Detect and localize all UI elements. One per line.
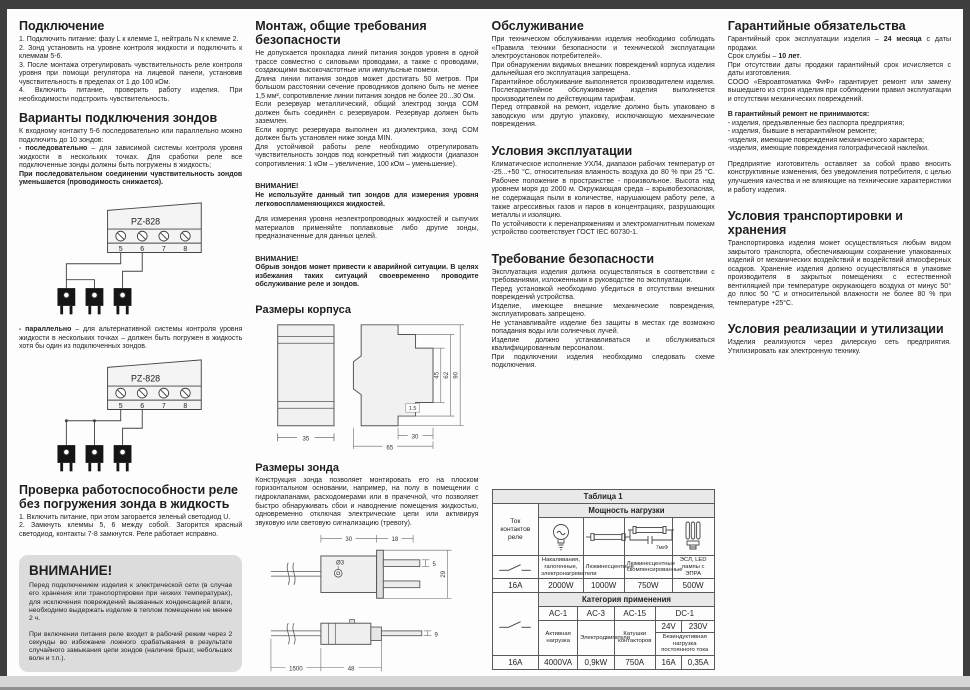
service-life: 10 лет (778, 53, 800, 61)
section-relay-check (19, 483, 242, 540)
relay-label: PZ-828 (130, 216, 160, 227)
paragraph: Предприятие изготовитель оставляет за собой право вносить конструктивные изменения, без уведомления потребителя, с целью улучшения качества и не влияющие на технические характеристики и работу изделия. (727, 160, 951, 194)
paragraph: Длина линии питания зондов может достигать 50 метров. При большом расстоянии сечение проводников должно быть не менее 1,5 мм², сопротивление линии питания зондов не более 20...30 Ом. (255, 75, 479, 100)
svg-text:6: 6 (139, 246, 144, 254)
parallel-wiring-diagram (19, 355, 242, 479)
attention-box (19, 555, 242, 672)
section-title: Подключение (19, 19, 105, 33)
parallel-wires (66, 409, 142, 445)
probe-icon (113, 445, 131, 471)
contact-current: 16A (492, 656, 539, 670)
power-header: Мощность нагрузки (539, 504, 715, 518)
case-side-profile (353, 325, 433, 426)
table-1-category (492, 592, 715, 670)
category-value: 750A (614, 656, 655, 670)
dim-45: 45 (433, 371, 441, 379)
category-value: 0,9kW (578, 656, 615, 670)
paragraph: Гарантийное обслуживание выполняется производителем изделия. Послегарантийное обслуживание изделия выполняется производителем по действующим тарифам. (491, 78, 715, 103)
attention-title: ВНИМАНИЕ! (255, 183, 299, 191)
probe-icon (85, 445, 103, 471)
dim-29: 29 (440, 570, 447, 578)
cell-incandescent (539, 518, 583, 556)
cell-fluorescent (583, 518, 624, 556)
capacitor-label: 7мкФ (655, 544, 668, 551)
page-bottom-edge (0, 676, 970, 690)
paragraph: 1. Подключить питание: фазу L к клемме 1, нейтраль N к клемме 2. (19, 36, 239, 43)
contact-current: 16A (492, 579, 539, 593)
fluorescent-tube-icon (586, 530, 630, 544)
load-label: Люминесцентные (583, 556, 624, 579)
series-wiring-diagram (19, 198, 242, 322)
svg-text:8: 8 (183, 246, 187, 254)
paragraph: Транспортировка изделия может осуществляться любым видом закрытого транспорта, обеспечивающим сохранение упакованных изделий от механических воздействий и воздействий атмосферных осадков. Хранение изделия должно осуществляться в упаковке производителя в закрытых помещениях с естественной вентиляцией при температуре окружающего воздуха от минус 50° до плюс 50 °С и относительной влажности не более 80 % при температуре +25°С. (727, 240, 951, 307)
dim-1500: 1500 (289, 666, 303, 673)
cell-contact-symbol (492, 556, 539, 579)
probe-dimensions-diagram (255, 531, 478, 677)
attention-title: ВНИМАНИЕ! (255, 255, 299, 263)
category-label: Электродвигатели (578, 621, 615, 656)
case-dimensions-diagram (255, 319, 478, 451)
dc-voltage: 24V (655, 621, 682, 633)
paragraph: - последовательно – для зависимой системы контроля уровня жидкости в нескольких точках. Для сработки реле все подключенные зонды должны быть погружены в жидкость; (19, 145, 243, 170)
pz828-parallel-diagram (42, 355, 220, 479)
probe-icon (85, 288, 103, 314)
dim-18: 18 (391, 537, 399, 544)
section-connection (19, 19, 242, 104)
table-1-wrap (492, 489, 715, 670)
section-title: Условия реализации и утилизации (727, 322, 944, 337)
list-item: -изделия, имеющие повреждения голографической наклейки. (727, 145, 929, 153)
paragraph: СООО «Евроавтоматика ФиФ» гарантирует ремонт или замену вышедшего из строя изделия при соблюдении правил эксплуатации и отсутствии механических повреждений. (727, 78, 951, 103)
section-title: Гарантийные обязательства (727, 19, 906, 33)
probes (57, 288, 131, 314)
relay-contact-icon (498, 561, 532, 574)
paragraph: При обнаружении видимых внешних повреждений корпуса изделия дальнейшая его эксплуатация запрещена. (491, 61, 715, 78)
paragraph: Перед отправкой на ремонт, изделие должно быть упаковано в заводскую или другую упаковку, исключающую механические повреждения. (491, 104, 715, 129)
section-safety-requirements (492, 252, 715, 371)
category-value: 16A (655, 656, 682, 670)
section-title: Условия эксплуатации (491, 143, 633, 158)
parallel-term: - параллельно (19, 325, 72, 333)
paragraph: 3. После монтажа отрегулировать чувствительность реле контроля уровня при помощи регулятора на лицевой панели, установив чувствительность в пределах от 1 до 100 кОм. (19, 61, 243, 86)
section-title: Обслуживание (491, 19, 584, 33)
svg-text:6: 6 (139, 402, 144, 410)
list-item: - изделия, предъявленные без паспорта предприятия; (727, 119, 905, 127)
paragraph: При техническом обслуживании изделия необходимо соблюдать «Правила техники безопасности и технической эксплуатации электроустановок потребителей». (491, 36, 715, 61)
category-value: 4000VA (539, 656, 578, 670)
load-label: Люминесцентные скомпенсированные (624, 556, 672, 579)
svg-text:7: 7 (161, 246, 166, 254)
dim-5: 5 (432, 562, 436, 569)
paragraph: К входному контакту 5-6 последовательно или параллельно можно подключить до 10 зондов: (19, 128, 243, 144)
paragraph: Конструкция зонда позволяет монтировать его на плоском горизонтальном основании, например, на полу в помещении с гидроклапанами, расходомерами или в прачечной, что позволяет быстро обнаруживать сбои и наводнение помещения жидкостью, одновременно отключая электрические цепи или активируя звуковую или световую сигнализацию (тревогу). (255, 476, 479, 527)
section-title: Условия транспортировки и хранения (727, 209, 903, 238)
attention-title: ВНИМАНИЕ! (29, 563, 113, 579)
section-case-dimensions (255, 304, 478, 455)
dim-30: 30 (345, 537, 352, 544)
paragraph: Если резервуар металлический, общий электрод зонда COM должен быть соединён с резервуаром. Резервуар должен быть заземлен. (255, 101, 479, 126)
section-warranty (728, 19, 951, 195)
load-label: Накаливания, галогенные, электронагреватели (539, 556, 583, 579)
paragraph: Изделия реализуются через дилерскую сеть предприятия. Утилизировать как электронную технику. (727, 339, 951, 355)
list-item: - изделия, бывшие в негарантийном ремонте; (727, 128, 877, 136)
cell-fluorescent-compensated (624, 518, 672, 556)
paragraph: 2. Зонд установить на уровне контроля жидкости и подключить к клеммам 5-6. (19, 44, 243, 61)
dim-48: 48 (347, 666, 355, 673)
svg-text:8: 8 (183, 402, 187, 410)
paragraph: При отсутствии даты продажи гарантийный срок исчисляется с даты изготовления. (727, 61, 951, 78)
category: AC-1 (539, 607, 578, 621)
paragraph: Изделие должно устанавливаться и обслуживаться квалифицированным персоналом. (491, 336, 715, 353)
paragraph: Эксплуатация изделия должна осуществляться в соответствии с требованиями, изложенными в руководстве по эксплуатации. (491, 268, 715, 285)
section-service (492, 19, 715, 130)
category-header: Категория применения (539, 593, 715, 607)
dim-65: 65 (386, 444, 394, 451)
dim-9: 9 (434, 632, 438, 639)
paragraph: Если корпус резервуара выполнен из диэлектрика, зонд COM должен быть установлен ниже зонда MIN. (255, 126, 479, 143)
table-1-power (492, 489, 715, 593)
dim-front-width: 35 (302, 435, 310, 443)
cell-esl-led (672, 518, 714, 556)
paragraph: 2. Замкнуть клеммы 5, 6 между собой. Загорится красный светодиод, контакты 7-8 замкнутся. Реле работает исправно. (19, 522, 243, 538)
manual-page (7, 9, 963, 676)
section-title: Размеры корпуса (255, 303, 351, 316)
dc-voltage: 230V (682, 621, 714, 633)
relay-label: PZ-828 (130, 372, 160, 383)
paragraph: Для устойчивой работы реле необходимо отрегулировать чувствительность зондов под конкретный тип жидкости (диапазон сопротивления: 1 кОм – увеличение, 100 кОм – уменьшение). (255, 143, 479, 168)
paragraph: Для измерения уровня неэлектропроводных жидкостей и сыпучих материалов применяйте поплавковые либо другие зонды, предназначенные для данных целей. (255, 216, 479, 241)
paragraph: Изделие, имеющее внешние механические повреждения, эксплуатировать запрещено. (491, 302, 715, 319)
not-accepted-title: В гарантийный ремонт не принимаются: (727, 111, 870, 119)
list-item: -изделия, имеющие повреждения механического характера; (727, 136, 925, 144)
paragraph: Срок службы – 10 лет. (727, 53, 802, 61)
dim-clip: 1.5 (408, 406, 417, 413)
paragraph: Климатическое исполнение УХЛ4, диапазон рабочих температур от -25...+50 °С, относительная влажность воздуха до 80 % при 25 °С. Рабочее положение в пространстве - произвольное. Высота над уровнем моря до 2000 м. Окружающая среда – взрывобезопасная, не содержащая пыли в количестве, нарушающем работу реле, а также агрессивных газов и паров в концентрациях, разрушающих металлы и изоляцию. (491, 160, 715, 220)
probe-icon (57, 288, 75, 314)
svg-text:7: 7 (161, 402, 166, 410)
section-title: Проверка работоспособности реле без погружения зонда в жидкость (19, 482, 238, 511)
category-label: Катушки контакторов (614, 621, 655, 656)
power-value: 1000W (583, 579, 624, 593)
attention-text: Обрыв зондов может привести к аварийной ситуации. В целях избежания таких ситуаций своевременно проводите обслуживание реле и зондов. (255, 264, 479, 289)
section-title: Размеры зонда (255, 461, 339, 474)
dim-hole-dia: Ø3 (335, 560, 345, 567)
table-left-header: Ток контактов реле (492, 504, 539, 556)
serial-note: При последовательном соединении чувствительность зондов уменьшается (проводимость снижается). (19, 170, 243, 187)
load-label: ЭСЛ, LED лампы с ЭПРА (672, 556, 714, 579)
series-wires (66, 252, 142, 288)
category-value: 0,35A (682, 656, 714, 670)
case-drawing (264, 319, 470, 451)
section-probe-dimensions (255, 462, 478, 681)
dim-90: 90 (452, 371, 460, 379)
svg-text:5: 5 (118, 402, 123, 410)
paragraph: При включении питания реле входит в рабочий режим через 2 секунды во избежание ложного срабатывания в результате случайного замыкания цепи зондов (наличие брызг, небольших волн и т.п.). (29, 630, 233, 663)
cell-contact-symbol (492, 593, 539, 656)
category: AC-15 (614, 607, 655, 621)
section-title: Требование безопасности (491, 251, 655, 266)
section-probe-variants (19, 111, 242, 188)
column-mounting (255, 19, 479, 673)
column-service (492, 19, 715, 670)
power-value: 2000W (539, 579, 583, 593)
attention-text: Не используйте данный тип зондов для измерения уровня легковоспламеняющихся жидкостей. (255, 191, 479, 208)
serial-term: - последовательно (19, 145, 88, 153)
incandescent-lamp-icon (550, 522, 572, 552)
paragraph: Не допускается прокладка линий питания зондов уровня в одной трассе совместно с силовыми проводами, а также с проводами, создающими высокочастотные или импульсные помехи. (255, 50, 479, 75)
dim-30: 30 (411, 433, 419, 441)
probes (57, 445, 131, 471)
paragraph: 4. Включить питание, проверить работу изделия. При необходимости подстроить чувствительность. (19, 87, 243, 103)
column-connection (19, 19, 242, 670)
table-title: Таблица 1 (492, 490, 714, 504)
fluorescent-compensated-icon (627, 523, 677, 551)
esl-led-lamp-icon (684, 521, 702, 553)
probe-drawing (264, 531, 470, 677)
section-mounting (255, 19, 478, 169)
section-title: Варианты подключения зондов (19, 111, 218, 126)
probe-icon (57, 445, 75, 471)
paragraph: 1. Включить питание, при этом загорается зеленый светодиод U. (19, 513, 231, 521)
column-warranty (728, 19, 951, 670)
paragraph: При подключении изделия необходимо следовать схеме подключения. (491, 353, 715, 370)
svg-text:5: 5 (118, 246, 123, 254)
section-transport-storage (728, 209, 951, 308)
attention-inline-1 (255, 183, 478, 241)
power-value: 750W (624, 579, 672, 593)
attention-inline-2 (255, 256, 478, 290)
section-disposal (728, 322, 951, 356)
probe-icon (113, 288, 131, 314)
parallel-paragraph: - параллельно – для альтернативной системы контроля уровня жидкости в нескольких точках – должен быть погружен в жидкость хотя бы один из подключенных зондов. (19, 325, 243, 351)
paragraph: Перед подключением изделия к электрической сети (в случае его хранения или транспортировки при низких температурах), для исключения повреждений вызванных конденсацией влаги, необходимо выдержать изделие в теплом помещении не менее 2 ч. (29, 582, 233, 623)
paragraph: Перед установкой необходимо убедиться в отсутствии внешних повреждений устройства. (491, 285, 715, 302)
category: AC-3 (578, 607, 615, 621)
pz828-series-diagram (42, 198, 220, 322)
category-label: Активная нагрузка (539, 621, 578, 656)
dim-62: 62 (442, 371, 450, 379)
category: DC-1 (655, 607, 714, 621)
wire-junction-dot (93, 419, 96, 422)
section-title: Монтаж, общие требования безопасности (255, 19, 427, 47)
warranty-term: 24 месяца (883, 36, 922, 43)
paragraph: По устойчивости к перенапряжениям и электромагнитным помехам устройство соответствует ГОСТ IEC 60730-1. (491, 220, 715, 237)
power-value: 500W (672, 579, 714, 593)
relay-contact-icon (498, 618, 532, 631)
section-operating-conditions (492, 144, 715, 238)
category-label: Безиндуктивная нагрузка постоянного тока (655, 633, 714, 656)
wire-junction-dot (64, 419, 67, 422)
paragraph: Гарантийный срок эксплуатации изделия – 24 месяца с даты продажи. (727, 36, 951, 52)
paragraph: Не устанавливайте изделие без защиты в местах где возможно попадания воды или солнечных лучей. (491, 319, 715, 336)
